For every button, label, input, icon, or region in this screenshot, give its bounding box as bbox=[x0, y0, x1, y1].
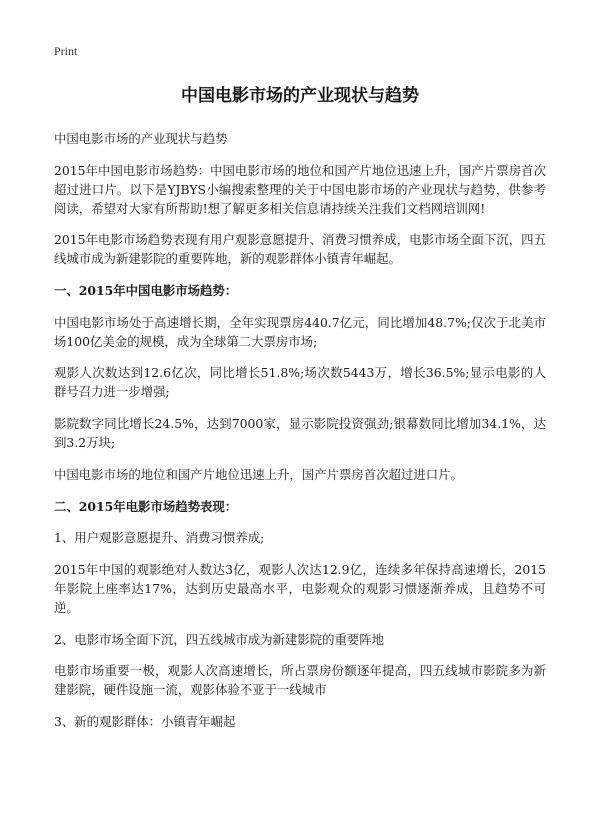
paragraph-box-office: 中国电影市场处于高速增长期，全年实现票房440.7亿元，同比增加48.7%;仅次于北美市场100亿美金的规模，成为全球第二大票房市场; bbox=[54, 314, 546, 349]
item-body-1: 2015年中国的观影绝对人数达3亿，观影人次达12.9亿，连续多年保持高速增长，2015年影院上座率达17%，达到历史最高水平，电影观众的观影习惯逐渐养成，且趋势不可逆。 bbox=[54, 562, 546, 615]
section-heading-trends: 一、2015年中国电影市场趋势： bbox=[54, 283, 238, 299]
item-title-1: 1、用户观影意愿提升、消费习惯养成; bbox=[54, 530, 265, 546]
section-heading-performance: 二、2015年电影市场趋势表现： bbox=[54, 498, 238, 514]
article-title: 中国电影市场的产业现状与趋势 bbox=[181, 86, 419, 106]
summary-paragraph: 2015年电影市场趋势表现有用户观影意愿提升、消费习惯养成，电影市场全面下沉，四五线城市成为新建影院的重要阵地，新的观影群体小镇青年崛起。 bbox=[54, 232, 546, 267]
paragraph-domestic-films: 中国电影市场的地位和国产片地位迅速上升，国产片票房首次超过进口片。 bbox=[54, 466, 463, 482]
item-title-2: 2、电影市场全面下沉，四五线城市成为新建影院的重要阵地 bbox=[54, 631, 385, 647]
intro-paragraph: 2015年中国电影市场趋势：中国电影市场的地位和国产片地位迅速上升，国产片票房首次超过进口片。以下是YJBYS小编搜索整理的关于中国电影市场的产业现状与趋势，供参考阅读，希望对大家有所帮助!想了解更多相关信息请持续关注我们文档网培训网! bbox=[54, 162, 546, 216]
paragraph-audience: 观影人次数达到12.6亿次，同比增长51.8%;场次数5443万，增长36.5%;显示电影的人群号召力进一步增强; bbox=[54, 365, 546, 400]
paragraph-cinemas: 影院数字同比增长24.5%，达到7000家，显示影院投资强劲;银幕数同比增加34.1%，达到3.2万块; bbox=[54, 416, 546, 450]
print-link[interactable]: Print bbox=[54, 44, 78, 58]
article-subtitle: 中国电影市场的产业现状与趋势 bbox=[54, 131, 228, 146]
item-title-3: 3、新的观影群体：小镇青年崛起 bbox=[54, 714, 236, 730]
item-body-2: 电影市场重要一极，观影人次高速增长，所占票房份额逐年提高，四五线城市影院多为新建影院，硬件设施一流，观影体验不亚于一线城市 bbox=[54, 663, 546, 698]
